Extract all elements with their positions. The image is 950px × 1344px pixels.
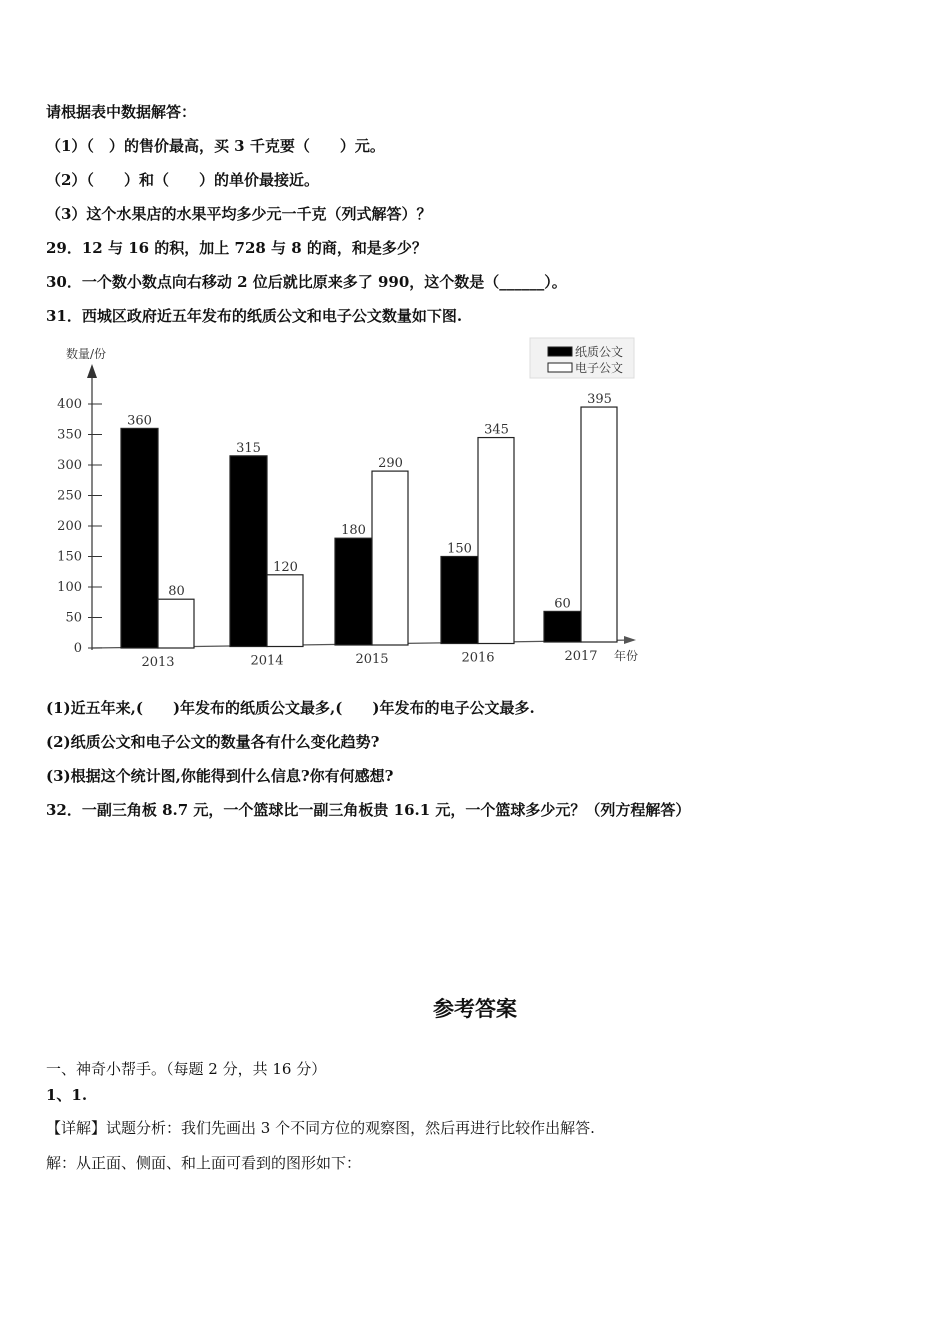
x-tick-label: 2017 bbox=[564, 649, 598, 664]
legend-label: 电子公文 bbox=[575, 361, 624, 375]
question-32: 32．一副三角板 8.7 元，一个篮球比一副三角板贵 16.1 元，一个篮球多少元？（列方程解答） bbox=[46, 801, 691, 819]
y-tick-label: 50 bbox=[65, 610, 82, 626]
y-tick-label: 250 bbox=[57, 488, 82, 504]
y-ticks bbox=[57, 397, 102, 656]
bar-2017-electronic bbox=[581, 407, 617, 642]
x-tick-label: 2014 bbox=[250, 653, 284, 669]
intro-text: 请根据表中数据解答： bbox=[46, 103, 197, 121]
chart-bars bbox=[121, 407, 617, 648]
y-tick-label: 0 bbox=[73, 641, 82, 656]
x-axis-label: 年份 bbox=[614, 649, 639, 663]
bar-2013-electronic bbox=[158, 599, 194, 648]
legend-swatch bbox=[548, 347, 572, 356]
question-28-3: （3）这个水果店的水果平均多少元一千克（列式解答）？ bbox=[46, 205, 432, 223]
bar-2014-electronic bbox=[267, 575, 303, 647]
legend-swatch bbox=[548, 363, 572, 372]
data-label: 395 bbox=[587, 392, 612, 408]
answer-title: 参考答案 bbox=[433, 997, 517, 1021]
bar-chart bbox=[44, 334, 654, 674]
question-31-2: (2)纸质公文和电子公文的数量各有什么变化趋势? bbox=[46, 733, 380, 751]
x-axis-arrow bbox=[624, 636, 636, 644]
y-tick-label: 350 bbox=[57, 427, 82, 443]
bar-2015-electronic bbox=[372, 471, 408, 645]
data-label: 180 bbox=[341, 523, 366, 539]
bar-2013-paper bbox=[121, 428, 158, 648]
question-31: 31．西城区政府近五年发布的纸质公文和电子公文数量如下图. bbox=[46, 307, 463, 325]
y-tick-label: 150 bbox=[57, 549, 82, 565]
bar-2015-paper bbox=[335, 538, 372, 645]
question-31-1: (1)近五年来,( )年发布的纸质公文最多,( )年发布的电子公文最多. bbox=[46, 699, 535, 717]
data-label: 360 bbox=[127, 413, 152, 429]
question-29: 29．12 与 16 的积，加上 728 与 8 的商，和是多少？ bbox=[46, 239, 427, 257]
answer-detail: 【详解】试题分析：我们先画出 3 个不同方位的观察图，然后再进行比较作出解答. bbox=[46, 1119, 595, 1137]
answer-section-heading: 一、神奇小帮手。（每题 2 分，共 16 分） bbox=[46, 1060, 327, 1078]
question-28-2: （2）（ ）和（ ）的单价最接近。 bbox=[46, 171, 319, 189]
answer-1: 1、1. bbox=[46, 1086, 88, 1104]
legend-label: 纸质公文 bbox=[575, 345, 624, 359]
data-label: 345 bbox=[484, 422, 509, 438]
bar-2014-paper bbox=[230, 456, 267, 647]
y-tick-label: 200 bbox=[57, 519, 82, 534]
y-axis-arrow bbox=[87, 364, 97, 378]
y-tick-label: 100 bbox=[57, 580, 82, 595]
y-tick-label: 300 bbox=[57, 458, 82, 473]
bar-2016-electronic bbox=[478, 438, 514, 644]
x-tick-labels bbox=[141, 649, 597, 670]
data-label: 315 bbox=[236, 440, 261, 456]
question-31-3: (3)根据这个统计图,你能得到什么信息?你有何感想? bbox=[46, 767, 394, 785]
bar-2016-paper bbox=[441, 557, 478, 644]
data-label: 80 bbox=[168, 584, 185, 600]
data-label: 290 bbox=[378, 456, 403, 472]
chart-legend bbox=[530, 338, 634, 378]
question-30: 30．一个数小数点向右移动 2 位后就比原来多了 990，这个数是（______）。 bbox=[46, 273, 567, 291]
y-tick-label: 400 bbox=[57, 397, 82, 412]
question-28-1: （1）（ ）的售价最高，买 3 千克要（ ）元。 bbox=[46, 137, 385, 155]
x-tick-label: 2016 bbox=[461, 650, 495, 666]
x-tick-label: 2015 bbox=[355, 652, 389, 667]
data-label: 120 bbox=[273, 559, 298, 575]
y-axis-label: 数量/份 bbox=[66, 347, 107, 361]
data-label: 150 bbox=[447, 541, 472, 557]
data-label: 60 bbox=[554, 596, 571, 612]
bar-2017-paper bbox=[544, 611, 581, 642]
answer-solution: 解：从正面、侧面、和上面可看到的图形如下： bbox=[46, 1154, 362, 1172]
x-tick-label: 2013 bbox=[141, 655, 175, 670]
